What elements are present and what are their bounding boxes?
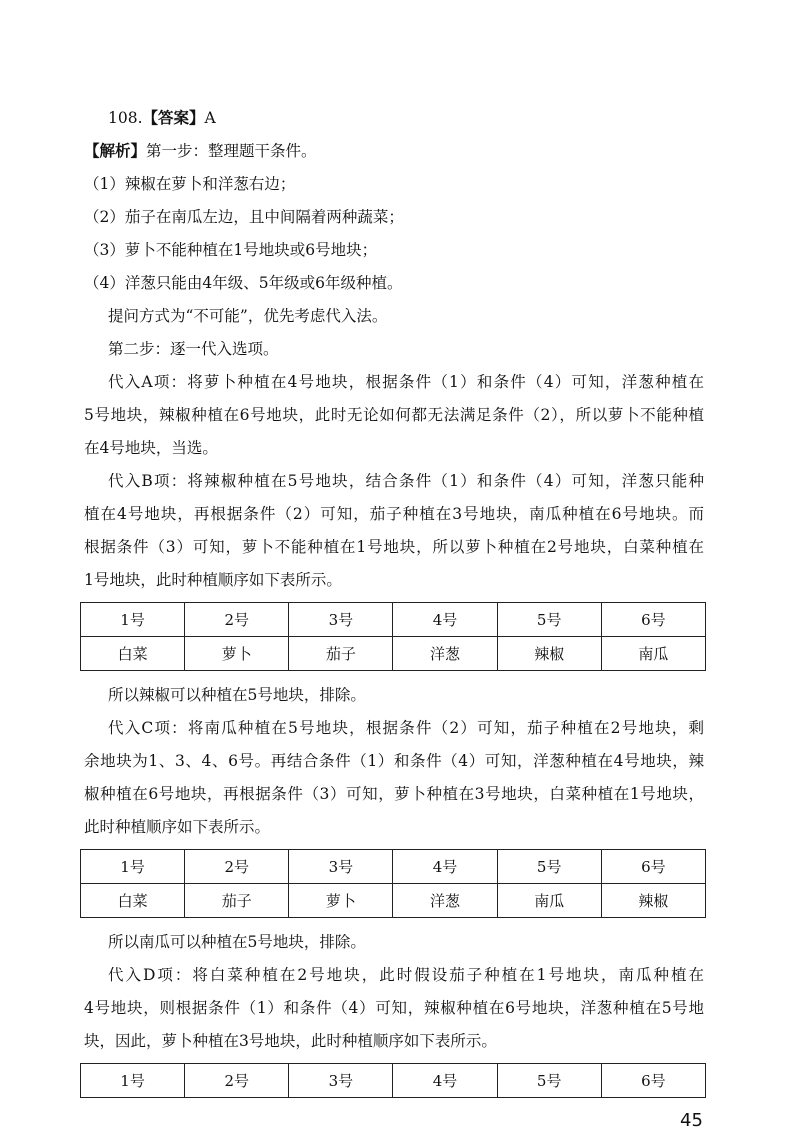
table-cell: 5号 <box>497 850 601 884</box>
table-cell: 4号 <box>393 1064 497 1098</box>
table-cell: 辣椒 <box>601 884 705 918</box>
option-a-line2: 5号地块，辣椒种植在6号地块，此时无论如何都无法满足条件（2），所以萝卜不能种植 <box>84 406 704 424</box>
table-cell: 南瓜 <box>601 637 705 671</box>
condition-2: （2）茄子在南瓜左边，且中间隔着两种蔬菜； <box>84 208 404 226</box>
option-c-conclusion: 所以南瓜可以种植在5号地块，排除。 <box>108 933 366 951</box>
option-b-line4: 1号地块，此时种植顺序如下表所示。 <box>84 571 342 589</box>
option-a-line3: 在4号地块，当选。 <box>84 439 218 457</box>
analysis-label: 【解析】 <box>84 141 147 160</box>
table-cell: 2号 <box>185 603 289 637</box>
table-cell: 3号 <box>289 603 393 637</box>
table-cell: 3号 <box>289 1064 393 1098</box>
table-cell: 白菜 <box>81 637 185 671</box>
table-row <box>81 637 706 671</box>
table-cell: 1号 <box>81 1064 185 1098</box>
table-cell: 萝卜 <box>289 884 393 918</box>
condition-1: （1）辣椒在萝卜和洋葱右边； <box>84 175 296 193</box>
answer-value: A <box>204 109 216 127</box>
step2-line: 第二步：逐一代入选项。 <box>108 340 279 358</box>
option-d-line3: 块，因此，萝卜种植在3号地块，此时种植顺序如下表所示。 <box>84 1032 497 1050</box>
table-header-row <box>81 603 706 637</box>
option-c-line3: 椒种植在6号地块，再根据条件（3）可知，萝卜种植在3号地块，白菜种植在1号地块， <box>84 785 704 803</box>
table-cell: 2号 <box>185 850 289 884</box>
table-option-d <box>80 1063 706 1098</box>
table-cell: 4号 <box>393 850 497 884</box>
option-b-conclusion: 所以辣椒可以种植在5号地块，排除。 <box>108 686 366 704</box>
table-cell: 5号 <box>497 1064 601 1098</box>
answer-label: 【答案】 <box>142 108 205 127</box>
table-cell: 2号 <box>185 1064 289 1098</box>
table-cell: 1号 <box>81 603 185 637</box>
option-d-line1: 代入D项：将白菜种植在2号地块，此时假设茄子种植在1号地块，南瓜种植在 <box>108 966 704 984</box>
option-a-line1: 代入A项：将萝卜种植在4号地块，根据条件（1）和条件（4）可知，洋葱种植在 <box>108 373 704 391</box>
table-cell: 6号 <box>601 850 705 884</box>
condition-3: （3）萝卜不能种植在1号地块或6号地块； <box>84 241 378 259</box>
option-b-line2: 植在4号地块，再根据条件（2）可知，茄子种植在3号地块，南瓜种植在6号地块。而 <box>84 505 704 523</box>
table-cell: 洋葱 <box>393 884 497 918</box>
option-c-line1: 代入C项：将南瓜种植在5号地块，根据条件（2）可知，茄子种植在2号地块，剩 <box>108 719 704 737</box>
table-cell: 南瓜 <box>497 884 601 918</box>
table-cell: 萝卜 <box>185 637 289 671</box>
table-header-row <box>81 850 706 884</box>
table-cell: 茄子 <box>289 637 393 671</box>
table-cell: 3号 <box>289 850 393 884</box>
table-cell: 6号 <box>601 1064 705 1098</box>
analysis-line <box>84 140 317 162</box>
question-number: 108. <box>108 109 143 127</box>
option-b-line3: 根据条件（3）可知，萝卜不能种植在1号地块，所以萝卜种植在2号地块，白菜种植在 <box>84 538 704 556</box>
table-cell: 洋葱 <box>393 637 497 671</box>
condition-4: （4）洋葱只能由4年级、5年级或6年级种植。 <box>84 274 403 292</box>
option-d-line2: 4号地块，则根据条件（1）和条件（4）可知，辣椒种植在6号地块，洋葱种植在5号地 <box>84 999 704 1017</box>
answer-line <box>108 107 216 129</box>
table-cell: 茄子 <box>185 884 289 918</box>
table-header-row <box>81 1064 706 1098</box>
table-option-c <box>80 849 706 918</box>
table-row <box>81 884 706 918</box>
option-c-line2: 余地块为1、3、4、6号。再结合条件（1）和条件（4）可知，洋葱种植在4号地块，辣 <box>84 752 704 770</box>
table-cell: 辣椒 <box>497 637 601 671</box>
table-cell: 6号 <box>601 603 705 637</box>
table-cell: 4号 <box>393 603 497 637</box>
table-cell: 1号 <box>81 850 185 884</box>
table-cell: 白菜 <box>81 884 185 918</box>
analysis-step1: 第一步：整理题干条件。 <box>146 142 317 160</box>
option-c-line4: 此时种植顺序如下表所示。 <box>84 818 271 836</box>
page-number: 45 <box>680 1110 703 1131</box>
question-method: 提问方式为“不可能”，优先考虑代入法。 <box>108 307 388 325</box>
table-cell: 5号 <box>497 603 601 637</box>
table-option-b <box>80 602 706 671</box>
option-b-line1: 代入B项：将辣椒种植在5号地块，结合条件（1）和条件（4）可知，洋葱只能种 <box>108 472 704 490</box>
